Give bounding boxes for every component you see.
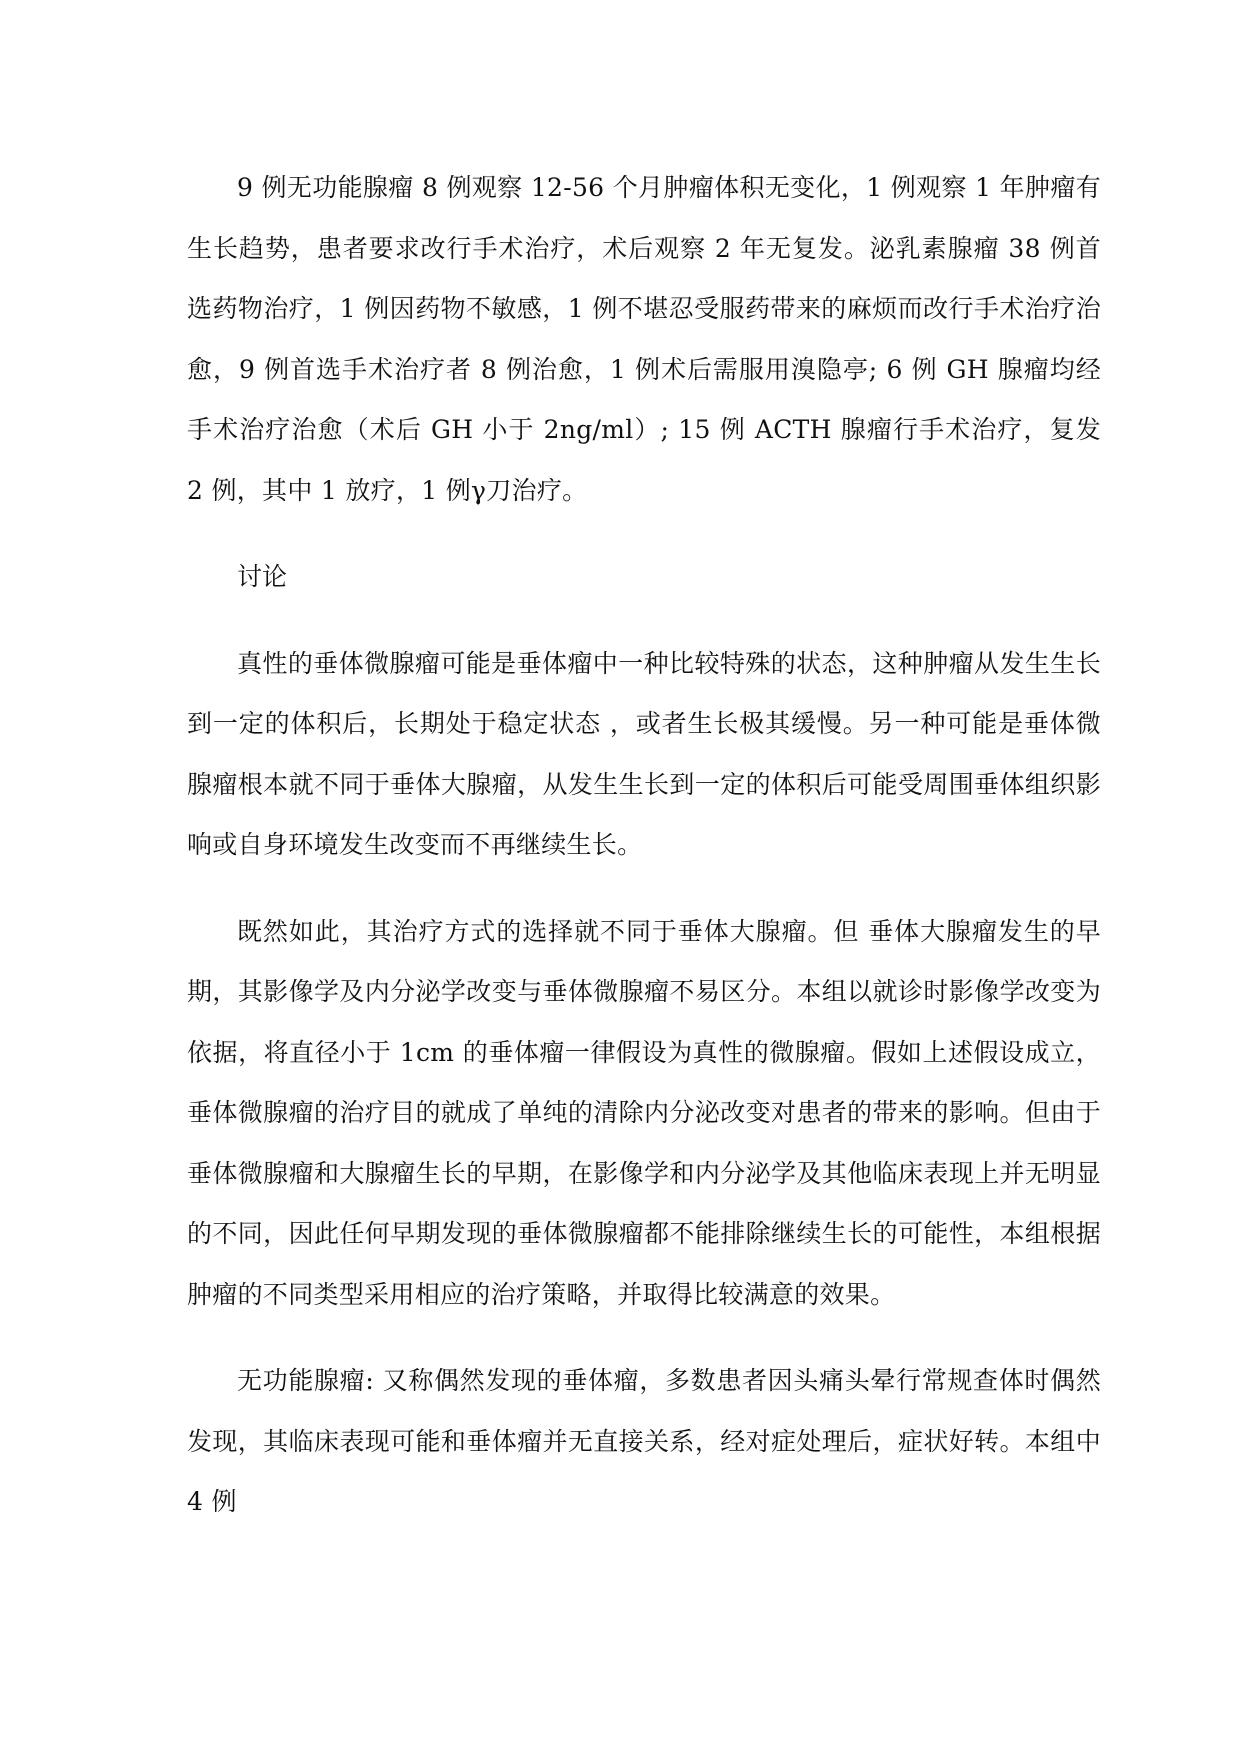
section-heading-discussion: 讨论 — [237, 562, 288, 591]
paragraph-spacer — [187, 521, 1101, 547]
discussion-paragraph-3: 无功能腺瘤: 又称偶然发现的垂体瘤，多数患者因头痛头晕行常规查体时偶然发现，其临床表现可能和垂体瘤并无直接关系，经对症处理后，症状好转。本组中 4 例 — [187, 1366, 1101, 1516]
discussion-paragraph-1: 真性的垂体微腺瘤可能是垂体瘤中一种比较特殊的状态，这种肿瘤从发生生长到一定的体积后，长期处于稳定状态 ，或者生长极其缓慢。另一种可能是垂体微腺瘤根本就不同于垂体大腺瘤，从发生生长到一定的体积后可能受周围垂体组织影响或自身环境发生改变而不再继续生长。 — [187, 648, 1101, 859]
paragraph-spacer — [187, 608, 1101, 634]
paragraph-spacer — [187, 876, 1101, 902]
paragraph-spacer — [187, 1325, 1101, 1351]
document-body — [187, 158, 1101, 1533]
results-paragraph: 9 例无功能腺瘤 8 例观察 12-56 个月肿瘤体积无变化，1 例观察 1 年肿瘤有生长趋势，患者要求改行手术治疗，术后观察 2 年无复发。泌乳素腺瘤 38 例首选药物治疗，1 例因药物不敏感，1 例不堪忍受服药带来的麻烦而改行手术治疗治愈，9 例首选手术治疗者 8 例治愈，1 例术后需服用溴隐亭; 6 例 GH 腺瘤均经手术治疗治愈（术后 GH 小于 2ng/ml）; 15 例 ACTH 腺瘤行手术治疗，复发 2 例，其中 1 放疗，1 例γ刀治疗。 — [187, 173, 1101, 505]
discussion-paragraph-2: 既然如此，其治疗方式的选择就不同于垂体大腺瘤。但 垂体大腺瘤发生的早期，其影像学及内分泌学改变与垂体微腺瘤不易区分。本组以就诊时影像学改变为依据，将直径小于 1cm 的垂体瘤一律假设为真性的微腺瘤。假如上述假设成立，垂体微腺瘤的治疗目的就成了单纯的清除内分泌改变对患者的带来的影响。但由于垂体微腺瘤和大腺瘤生长的早期，在影像学和内分泌学及其他临床表现上并无明显的不同，因此任何早期发现的垂体微腺瘤都不能排除继续生长的可能性，本组根据肿瘤的不同类型采用相应的治疗策略，并取得比较满意的效果。 — [187, 916, 1101, 1309]
